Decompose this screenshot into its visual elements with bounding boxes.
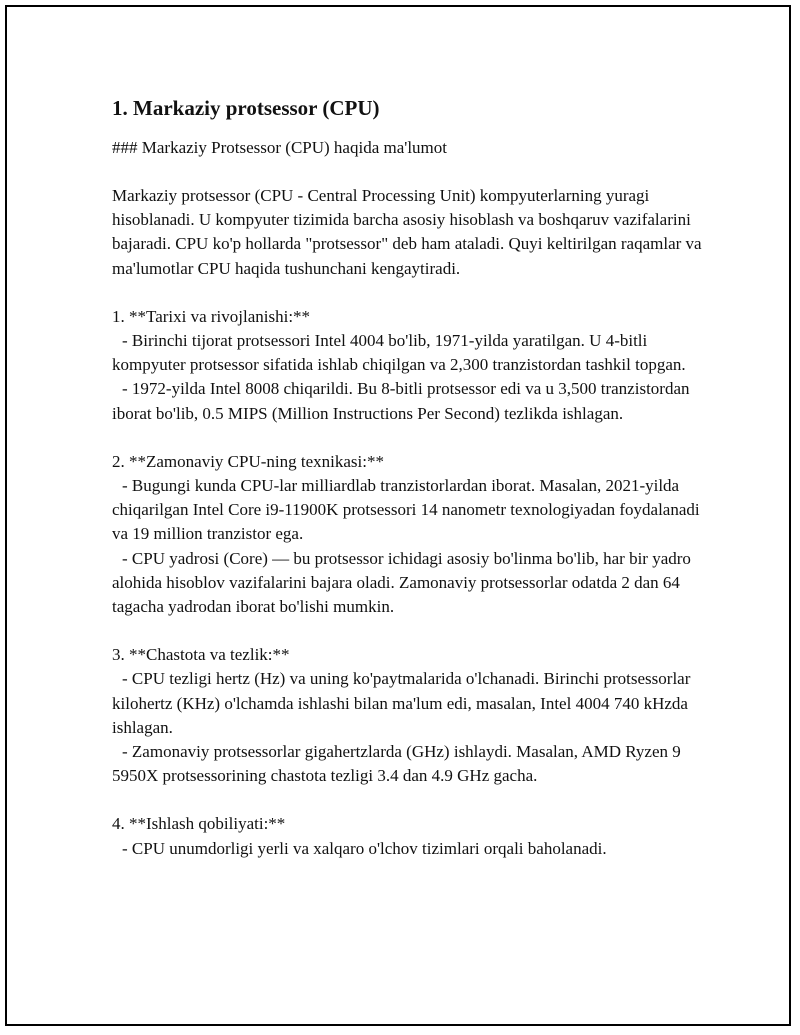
document-body: [112, 96, 712, 861]
section-frequency: [112, 643, 712, 788]
bullet-item: - CPU unumdorligi yerli va xalqaro o'lchov tizimlari orqali baholanadi.: [122, 838, 607, 858]
section-history: [112, 305, 712, 426]
subheading: ### Markaziy Protsessor (CPU) haqida ma'lumot: [112, 138, 447, 157]
intro-paragraph: Markaziy protsessor (CPU - Central Processing Unit) kompyuterlarning yuragi hisoblanadi. U kompyuter tizimida barcha asosiy hisoblash va boshqaruv vazifalarini bajaradi. CPU ko'p hollarda "protsessor" deb ham ataladi. Quyi keltirilgan raqamlar va ma'lumotlar CPU haqida tushunchani kengaytiradi.: [112, 186, 702, 278]
bullet-item: - CPU tezligi hertz (Hz) va uning ko'paytmalarida o'lchanadi. Birinchi protsessorlar kilohertz (KHz) o'lchamda ishlashi bilan ma'lum edi, masalan, Intel 4004 740 kHzda ishlagan.: [112, 669, 691, 737]
bullet-item: - Bugungi kunda CPU-lar milliardlab tranzistorlardan iborat. Masalan, 2021-yilda chiqarilgan Intel Core i9-11900K protsessori 14 nanometr texnologiyadan foydalanadi va 19 million tranzistor ega.: [112, 476, 700, 544]
bullet-item: - CPU yadrosi (Core) — bu protsessor ichidagi asosiy bo'linma bo'lib, har bir yadro alohida hisoblov vazifalarini bajara oladi. Zamonaviy protsessorlar odatda 2 dan 64 tagacha yadrodan iborat bo'lishi mumkin.: [112, 548, 691, 617]
section-heading: 3. **Chastota va tezlik:**: [112, 645, 290, 665]
section-heading: 4. **Ishlash qobiliyati:**: [112, 814, 286, 834]
bullet-item: - Zamonaviy protsessorlar gigahertzlarda (GHz) ishlaydi. Masalan, AMD Ryzen 9 5950X protsessorining chastota tezligi 3.4 dan 4.9 GHz gacha.: [112, 742, 681, 786]
section-performance: [112, 812, 712, 860]
bullet-item: - 1972-yilda Intel 8008 chiqarildi. Bu 8-bitli protsessor edi va u 3,500 tranzistordan iborat bo'lib, 0.5 MIPS (Million Instructions Per Second) tezlikda ishlagan.: [112, 379, 690, 423]
section-heading: 2. **Zamonaviy CPU-ning texnikasi:**: [112, 451, 384, 471]
bullet-item: - Birinchi tijorat protsessori Intel 4004 bo'lib, 1971-yilda yaratilgan. U 4-bitli kompyuter protsessor sifatida ishlab chiqilgan va 2,300 tranzistordan tashkil topgan.: [112, 331, 686, 375]
section-modern-cpu: [112, 450, 712, 619]
section-heading: 1. **Tarixi va rivojlanishi:**: [112, 306, 311, 326]
document-title: 1. Markaziy protsessor (CPU): [112, 96, 380, 120]
